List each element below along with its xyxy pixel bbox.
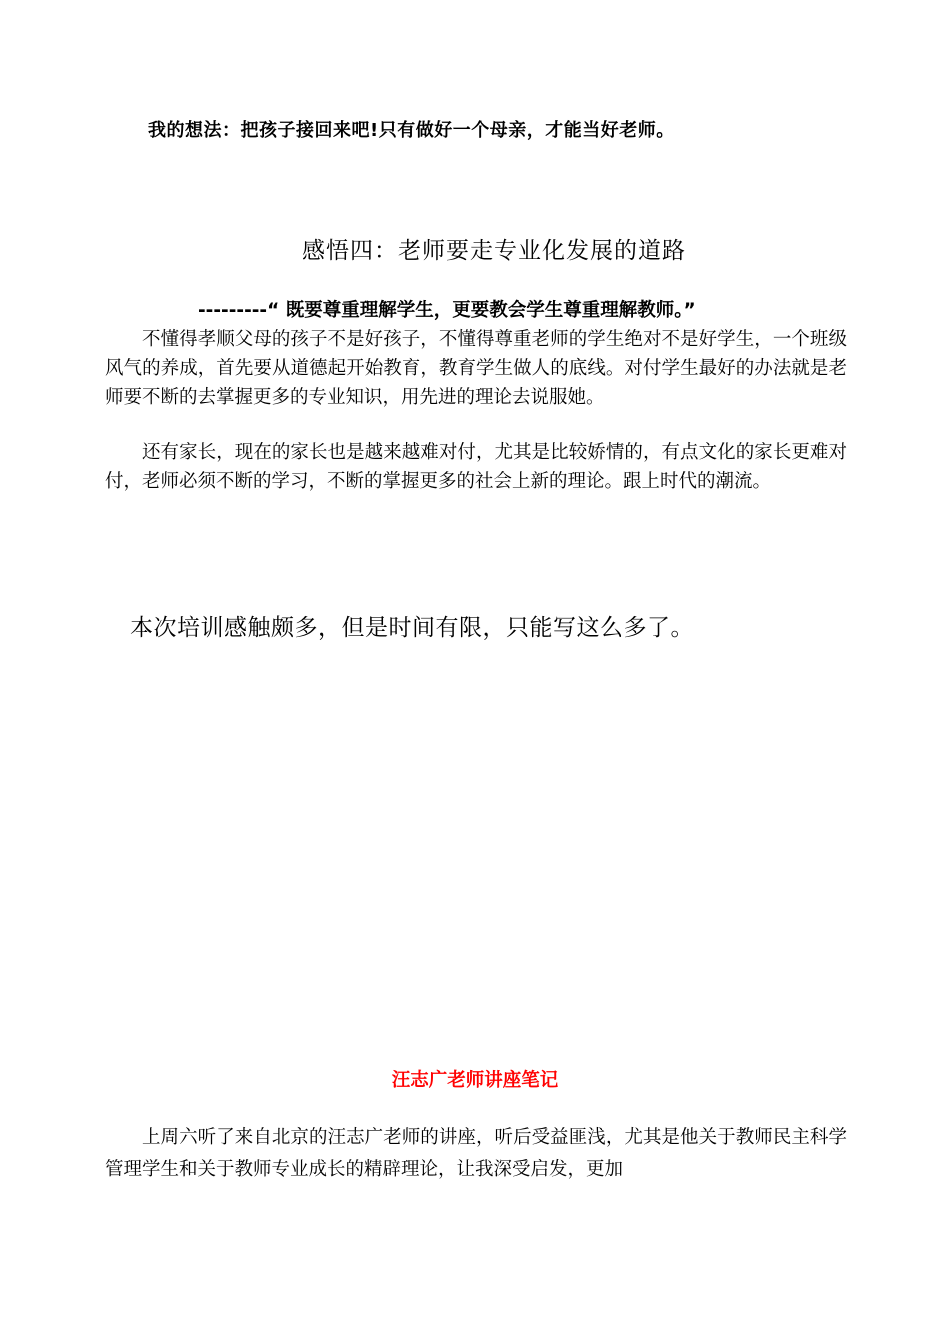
body-paragraph: 还有家长，现在的家长也是越来越难对付，尤其是比较娇情的，有点文化的家长更难对付，老师必须不断的学习，不断的掌握更多的社会上新的理论。跟上时代的潮流。 bbox=[105, 442, 847, 492]
closing-line: 本次培训感触颇多，但是时间有限，只能写这么多了。 bbox=[130, 615, 694, 641]
lecture-paragraph: 上周六听了来自北京的汪志广老师的讲座，听后受益匪浅，尤其是他关于教师民主科学管理学生和关于教师专业成长的精辟理论，让我深受启发，更加 bbox=[105, 1127, 847, 1180]
section-subtitle-quote: ---------“ 既要尊重理解学生，更要教会学生尊重理解教师。” bbox=[198, 300, 696, 321]
section-title: 感悟四：老师要走专业化发展的道路 bbox=[302, 238, 686, 264]
lecture-notes-title: 汪志广老师讲座笔记 bbox=[391, 1070, 559, 1091]
my-thought-line: 我的想法：把孩子接回来吧!只有做好一个母亲，才能当好老师。 bbox=[148, 120, 675, 141]
body-paragraph: 不懂得孝顺父母的孩子不是好孩子，不懂得尊重老师的学生绝对不是好学生，一个班级风气的养成，首先要从道德起开始教育，教育学生做人的底线。对付学生最好的办法就是老师要不断的去掌握更多的专业知识，用先进的理论去说服她。 bbox=[105, 329, 847, 408]
